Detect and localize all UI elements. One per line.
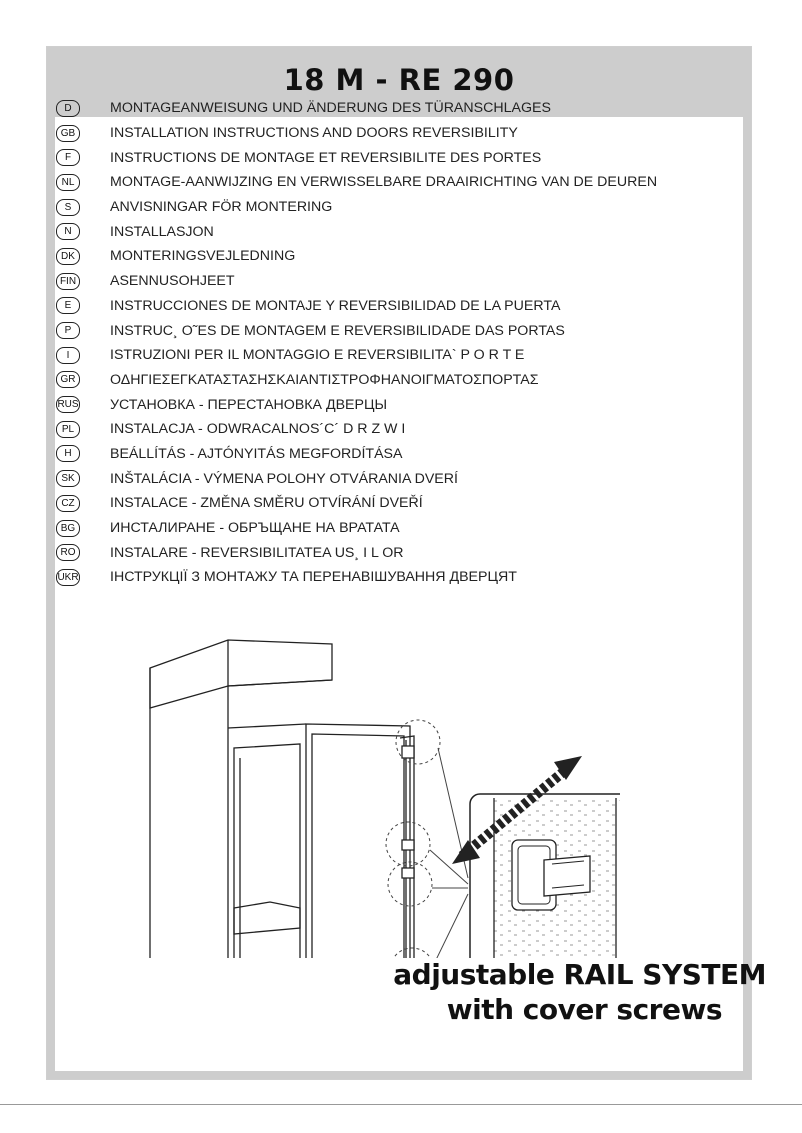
language-row	[56, 565, 676, 590]
language-code: NL	[56, 174, 80, 191]
language-row	[56, 343, 676, 368]
language-title: INSTALLATION INSTRUCTIONS AND DOORS REVERSIBILITY	[110, 125, 518, 142]
bottom-rule	[0, 1104, 802, 1105]
language-row	[56, 392, 676, 417]
language-title: INŠTALÁCIA - VÝMENA POLOHY OTVÁRANIA DVERÍ	[110, 470, 458, 487]
language-code: FIN	[56, 273, 80, 290]
language-title: ASENNUSOHJEET	[110, 273, 235, 290]
language-code: GR	[56, 371, 80, 388]
language-code: N	[56, 223, 80, 240]
language-code: I	[56, 347, 80, 364]
language-title: MONTAGE-AANWIJZING EN VERWISSELBARE DRAAIRICHTING VAN DE DEUREN	[110, 174, 658, 191]
footer-caption-line2: with cover screws	[446, 993, 722, 1026]
language-row	[56, 442, 676, 467]
language-code: PL	[56, 421, 80, 438]
language-code: UKR	[56, 569, 80, 586]
language-code: RUS	[56, 396, 80, 413]
language-row	[56, 294, 676, 319]
language-title: ИНСТАЛИРАНЕ - ОБРЪЩАНЕ НА ВРАТАТА	[110, 520, 400, 537]
footer-caption-line1: adjustable RAIL SYSTEM	[393, 958, 766, 991]
cabinet-drawing	[150, 640, 414, 958]
language-row	[56, 244, 676, 269]
zoom-detail	[470, 794, 620, 958]
language-row	[56, 318, 676, 343]
language-title: INSTALLASJON	[110, 223, 214, 240]
language-title: BEÁLLÍTÁS - AJTÓNYITÁS MEGFORDÍTÁSA	[110, 445, 403, 462]
language-row	[56, 96, 676, 121]
language-title: MONTAGEANWEISUNG UND ÄNDERUNG DES TÜRANSCHLAGES	[110, 100, 551, 117]
language-row	[56, 516, 676, 541]
language-row	[56, 466, 676, 491]
language-row	[56, 491, 676, 516]
language-code: BG	[56, 520, 80, 537]
language-row	[56, 170, 676, 195]
language-code: DK	[56, 248, 80, 265]
language-title: ΟΔΗΓΙΕΣΕΓΚΑΤΑΣΤΑΣΗΣΚΑΙΑΝΤΙΣΤΡΟΦΗΑΝΟΙΓΜΑΤΟΣΠΟΡΤΑΣ	[110, 371, 539, 388]
language-row	[56, 145, 676, 170]
page-title: 18 M - RE 290	[283, 63, 515, 97]
language-code: GB	[56, 125, 80, 142]
language-row	[56, 417, 676, 442]
language-code: F	[56, 149, 80, 166]
language-title: INSTRUCTIONS DE MONTAGE ET REVERSIBILITE DES PORTES	[110, 149, 542, 166]
language-title: ІНСТРУКЦІЇ З МОНТАЖУ ТА ПЕРЕНАВІШУВАННЯ ДВЕРЦЯТ	[110, 569, 517, 586]
rail-system-illustration	[100, 588, 620, 958]
language-title: INSTALACJA - ODWRACALNOS´C´ D R Z W I	[110, 421, 406, 438]
language-code: CZ	[56, 495, 80, 512]
language-row	[56, 540, 676, 565]
language-title: УСТАНОВКА - ПЕРЕСТАНОВКА ДВЕРЦЫ	[110, 396, 388, 413]
language-title: ANVISNINGAR FÖR MONTERING	[110, 199, 333, 216]
language-row	[56, 121, 676, 146]
language-row	[56, 368, 676, 393]
language-code: S	[56, 199, 80, 216]
language-code: P	[56, 322, 80, 339]
language-code: E	[56, 297, 80, 314]
language-code: D	[56, 100, 80, 117]
language-list	[56, 96, 676, 590]
language-code: RO	[56, 544, 80, 561]
language-title: MONTERINGSVEJLEDNING	[110, 248, 296, 265]
language-code: H	[56, 445, 80, 462]
language-row	[56, 219, 676, 244]
language-row	[56, 269, 676, 294]
language-title: ISTRUZIONI PER IL MONTAGGIO E REVERSIBILITA` P O R T E	[110, 347, 525, 364]
language-title: INSTALACE - ZMĚNA SMĚRU OTVÍRÁNÍ DVEŘÍ	[110, 495, 423, 512]
language-row	[56, 195, 676, 220]
language-code: SK	[56, 470, 80, 487]
language-title: INSTRUC¸ O˜ES DE MONTAGEM E REVERSIBILIDADE DAS PORTAS	[110, 322, 565, 339]
language-title: INSTRUCCIONES DE MONTAJE Y REVERSIBILIDAD DE LA PUERTA	[110, 297, 561, 314]
language-title: INSTALARE - REVERSIBILITATEA US¸ I L OR	[110, 544, 404, 561]
